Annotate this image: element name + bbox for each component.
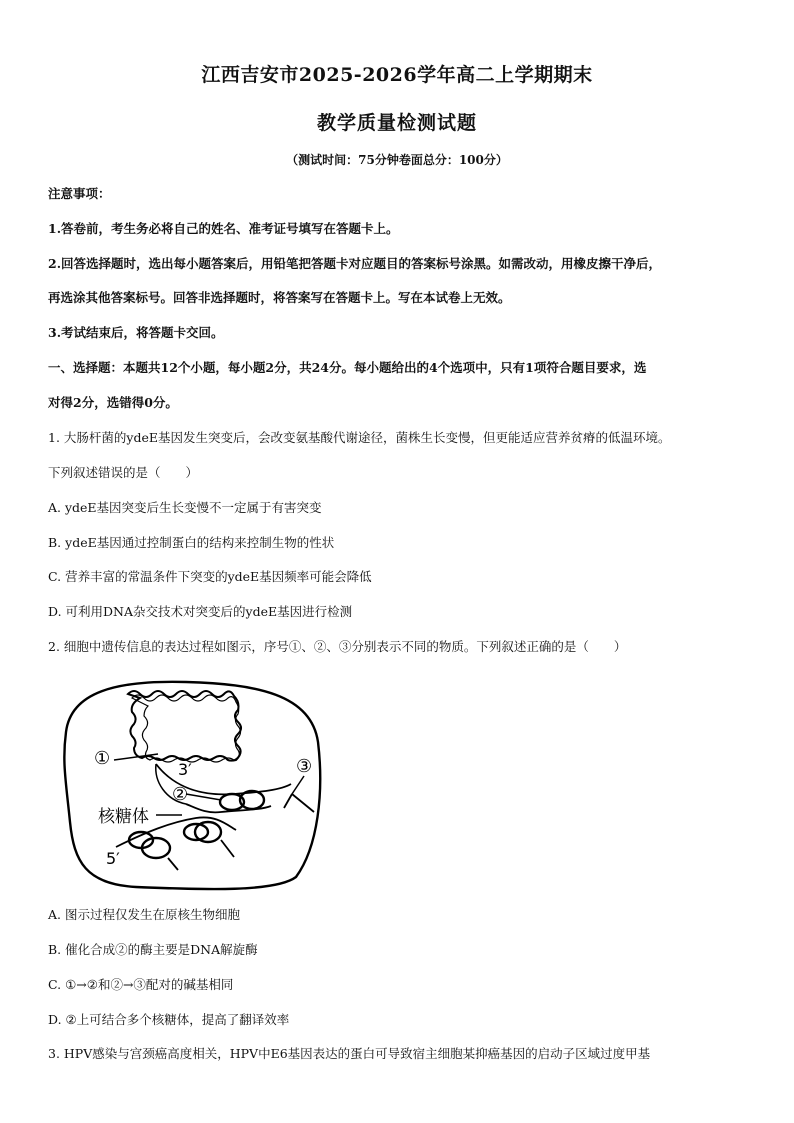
exam-title: 江西吉安市2025-2026学年高二上学期期末 [201, 64, 593, 86]
notice-heading: 注意事项： [48, 186, 111, 201]
notice-item: 2.回答选择题时，选出每小题答案后，用铅笔把答题卡对应题目的答案标号涂黑。如需改动，用橡皮擦干净后， [48, 256, 662, 271]
section-heading-cont: 对得2分，选错得0分。 [48, 395, 178, 410]
option-a: A. ydeE基因突变后生长变慢不一定属于有害突变 [48, 500, 322, 515]
dna-loop [128, 691, 241, 761]
question-stem: 3. HPV感染与宫颈癌高度相关，HPV中E6基因表达的蛋白可导致宿主细胞某抑癌基因的启动子区域过度甲基 [48, 1046, 651, 1061]
label-2: ② [172, 784, 189, 805]
option-c: C. ①→②和②→③配对的碱基相同 [48, 977, 234, 992]
label-5prime: 5′ [106, 849, 120, 868]
question-stem: 2. 细胞中遗传信息的表达过程如图示，序号①、②、③分别表示不同的物质。下列叙述正确的是（ ） [48, 639, 627, 654]
option-b: B. 催化合成②的酶主要是DNA解旋酶 [48, 942, 258, 957]
notice-item: 3.考试结束后，将答题卡交回。 [48, 325, 224, 340]
label-3: ③ [296, 756, 313, 777]
option-a: A. 图示过程仅发生在原核生物细胞 [48, 907, 240, 922]
notice-item: 再选涂其他答案标号。回答非选择题时，将答案写在答题卡上。写在本试卷上无效。 [48, 290, 511, 305]
option-d: D. ②上可结合多个核糖体，提高了翻译效率 [48, 1012, 290, 1027]
cell-outline [64, 682, 320, 889]
question-stem: 1. 大肠杆菌的ydeE基因发生突变后，会改变氨基酸代谢途径，菌株生长变慢，但更能适应营养贫瘠的低温环境。 [48, 430, 671, 445]
label-1: ① [94, 748, 111, 769]
gene-expression-figure [56, 672, 324, 894]
exam-subtitle: （测试时间：75分钟卷面总分：100分） [286, 153, 508, 167]
question-stem-cont: 下列叙述错误的是（ ） [48, 465, 199, 480]
exam-title-line2: 教学质量检测试题 [316, 112, 477, 134]
ribosome [129, 791, 264, 858]
notice-item: 1.答卷前，考生务必将自己的姓名、准考证号填写在答题卡上。 [48, 221, 399, 236]
label-3prime: 3′ [178, 760, 192, 779]
section-heading: 一、选择题：本题共12个小题，每小题2分，共24分。每小题给出的4个选项中，只有1项符合题目要求，选 [48, 360, 647, 375]
option-b: B. ydeE基因通过控制蛋白的结构来控制生物的性状 [48, 535, 335, 550]
option-d: D. 可利用DNA杂交技术对突变后的ydeE基因进行检测 [48, 604, 353, 619]
label-ribosome: 核糖体 [98, 807, 149, 827]
option-c: C. 营养丰富的常温条件下突变的ydeE基因频率可能会降低 [48, 569, 372, 584]
